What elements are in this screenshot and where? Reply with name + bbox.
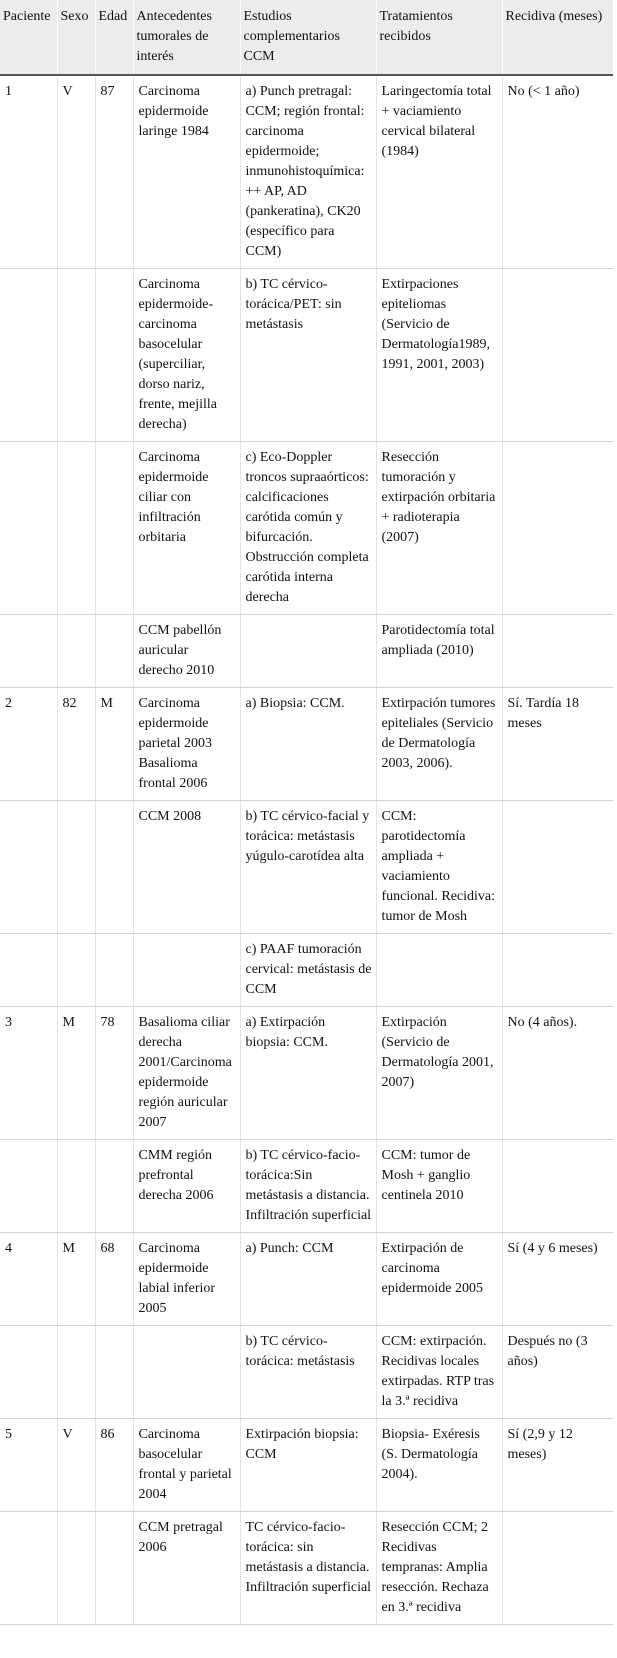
header-cell: Sexo — [57, 0, 95, 75]
table-cell — [133, 1326, 240, 1419]
table-cell: 87 — [95, 75, 133, 269]
table-cell — [0, 1140, 57, 1233]
table-cell: CMM región prefrontal derecha 2006 — [133, 1140, 240, 1233]
table-cell: CCM pabellón auricular derecho 2010 — [133, 615, 240, 688]
table-cell — [57, 801, 95, 934]
table-cell: CCM: extirpación. Recidivas locales extirpadas. RTP tras la 3.ª recidiva — [376, 1326, 502, 1419]
table-cell — [0, 615, 57, 688]
header-cell: Recidiva (meses) — [502, 0, 613, 75]
table-cell: b) TC cérvico-torácica/PET: sin metástasis — [240, 269, 376, 442]
table-cell — [502, 801, 613, 934]
table-cell: V — [57, 1419, 95, 1512]
table-cell: Carcinoma basocelular frontal y parietal 2004 — [133, 1419, 240, 1512]
table-cell: a) Biopsia: CCM. — [240, 688, 376, 801]
table-cell: M — [57, 1007, 95, 1140]
table-cell: Basalioma ciliar derecha 2001/Carcinoma epidermoide región auricular 2007 — [133, 1007, 240, 1140]
table-cell — [95, 934, 133, 1007]
table-cell: TC cérvico-facio-torácica: sin metástasis a distancia. Infiltración superficial — [240, 1512, 376, 1625]
table-cell: Sí. Tardía 18 meses — [502, 688, 613, 801]
table-cell: 78 — [95, 1007, 133, 1140]
table-cell: Sí (4 y 6 meses) — [502, 1233, 613, 1326]
table-cell: Extirpación (Servicio de Dermatología 2001, 2007) — [376, 1007, 502, 1140]
table-cell — [95, 269, 133, 442]
table-cell: b) TC cérvico-torácica: metástasis — [240, 1326, 376, 1419]
table-cell: Carcinoma epidermoide-carcinoma basocelular (superciliar, dorso nariz, frente, mejilla derecha) — [133, 269, 240, 442]
table-cell: b) TC cérvico-facio-torácica:Sin metástasis a distancia. Infiltración superficial — [240, 1140, 376, 1233]
header-cell: Paciente — [0, 0, 57, 75]
header-cell: Edad — [95, 0, 133, 75]
table-row — [0, 1140, 613, 1233]
table-cell: Biopsia- Exéresis (S. Dermatología 2004). — [376, 1419, 502, 1512]
table-cell: b) TC cérvico-facial y torácica: metástasis yúgulo-carotídea alta — [240, 801, 376, 934]
table-cell — [240, 615, 376, 688]
table-cell: CCM 2008 — [133, 801, 240, 934]
table-row — [0, 1326, 613, 1419]
table-cell — [0, 1512, 57, 1625]
table-cell: 4 — [0, 1233, 57, 1326]
table-cell — [95, 1140, 133, 1233]
table-cell: 82 — [57, 688, 95, 801]
header-cell: Estudios complementarios CCM — [240, 0, 376, 75]
table-cell: CCM pretragal 2006 — [133, 1512, 240, 1625]
table-cell — [57, 615, 95, 688]
table-cell: Carcinoma epidermoide ciliar con infiltración orbitaria — [133, 442, 240, 615]
table-cell: 3 — [0, 1007, 57, 1140]
table-cell: Laringectomía total + vaciamiento cervical bilateral (1984) — [376, 75, 502, 269]
table-cell — [502, 934, 613, 1007]
table-cell — [57, 934, 95, 1007]
table-cell: a) Extirpación biopsia: CCM. — [240, 1007, 376, 1140]
header-row — [0, 0, 613, 75]
table-row — [0, 75, 613, 269]
table-row — [0, 801, 613, 934]
table-cell — [0, 269, 57, 442]
table-row — [0, 688, 613, 801]
table-cell — [502, 1512, 613, 1625]
table-cell — [133, 934, 240, 1007]
table-cell — [0, 442, 57, 615]
table-cell: c) PAAF tumoración cervical: metástasis de CCM — [240, 934, 376, 1007]
table-row — [0, 269, 613, 442]
table-cell — [0, 1326, 57, 1419]
table-cell: Carcinoma epidermoide parietal 2003 Basalioma frontal 2006 — [133, 688, 240, 801]
table-cell: Después no (3 años) — [502, 1326, 613, 1419]
table-cell — [57, 1512, 95, 1625]
header-cell: Antecedentes tumorales de interés — [133, 0, 240, 75]
table-row — [0, 615, 613, 688]
table-cell — [502, 615, 613, 688]
table-cell — [95, 801, 133, 934]
table-row — [0, 1512, 613, 1625]
table-cell — [95, 615, 133, 688]
table-row — [0, 1419, 613, 1512]
table-row — [0, 934, 613, 1007]
table-cell — [0, 801, 57, 934]
table-cell — [95, 1326, 133, 1419]
table-cell — [502, 269, 613, 442]
table-cell: Carcinoma epidermoide labial inferior 2005 — [133, 1233, 240, 1326]
table-cell: c) Eco-Doppler troncos supraaórticos: calcificaciones carótida común y bifurcación. Obstrucción completa carótida interna derecha — [240, 442, 376, 615]
table-cell: a) Punch: CCM — [240, 1233, 376, 1326]
table-cell: 68 — [95, 1233, 133, 1326]
table-cell — [57, 442, 95, 615]
table-cell: CCM: parotidectomía ampliada + vaciamiento funcional. Recidiva: tumor de Mosh — [376, 801, 502, 934]
table-cell: Extirpación de carcinoma epidermoide 2005 — [376, 1233, 502, 1326]
table-cell: a) Punch pretragal: CCM; región frontal: carcinoma epidermoide; inmunohistoquímica: ++ AP, AD (pankeratina), CK20 (específico para CCM) — [240, 75, 376, 269]
table-cell: M — [95, 688, 133, 801]
table-cell: M — [57, 1233, 95, 1326]
table-cell: No (4 años). — [502, 1007, 613, 1140]
table-cell — [57, 269, 95, 442]
header-cell: Tratamientos recibidos — [376, 0, 502, 75]
table-cell: Carcinoma epidermoide laringe 1984 — [133, 75, 240, 269]
table-cell: Resección tumoración y extirpación orbitaria + radioterapia (2007) — [376, 442, 502, 615]
table-cell: V — [57, 75, 95, 269]
table-cell: Parotidectomía total ampliada (2010) — [376, 615, 502, 688]
table-cell — [95, 442, 133, 615]
table-cell: 1 — [0, 75, 57, 269]
table-header — [0, 0, 613, 75]
table-cell: 86 — [95, 1419, 133, 1512]
table-cell: No (< 1 año) — [502, 75, 613, 269]
table-cell — [57, 1140, 95, 1233]
table-cell — [95, 1512, 133, 1625]
table-row — [0, 1007, 613, 1140]
table-cell: CCM: tumor de Mosh + ganglio centinela 2010 — [376, 1140, 502, 1233]
table-cell — [57, 1326, 95, 1419]
table-cell: 2 — [0, 688, 57, 801]
table-cell: Sí (2,9 y 12 meses) — [502, 1419, 613, 1512]
table-row — [0, 442, 613, 615]
table-cell: Extirpación biopsia: CCM — [240, 1419, 376, 1512]
table-cell: Extirpación tumores epiteliales (Servicio de Dermatología 2003, 2006). — [376, 688, 502, 801]
table-cell — [376, 934, 502, 1007]
table-cell — [502, 1140, 613, 1233]
table-cell — [502, 442, 613, 615]
table-cell: Extirpaciones epiteliomas (Servicio de Dermatología1989, 1991, 2001, 2003) — [376, 269, 502, 442]
table-cell: 5 — [0, 1419, 57, 1512]
table-row — [0, 1233, 613, 1326]
table-cell — [0, 934, 57, 1007]
table-body — [0, 75, 613, 1625]
table-cell: Resección CCM; 2 Recidivas tempranas: Amplia resección. Rechaza en 3.ª recidiva — [376, 1512, 502, 1625]
